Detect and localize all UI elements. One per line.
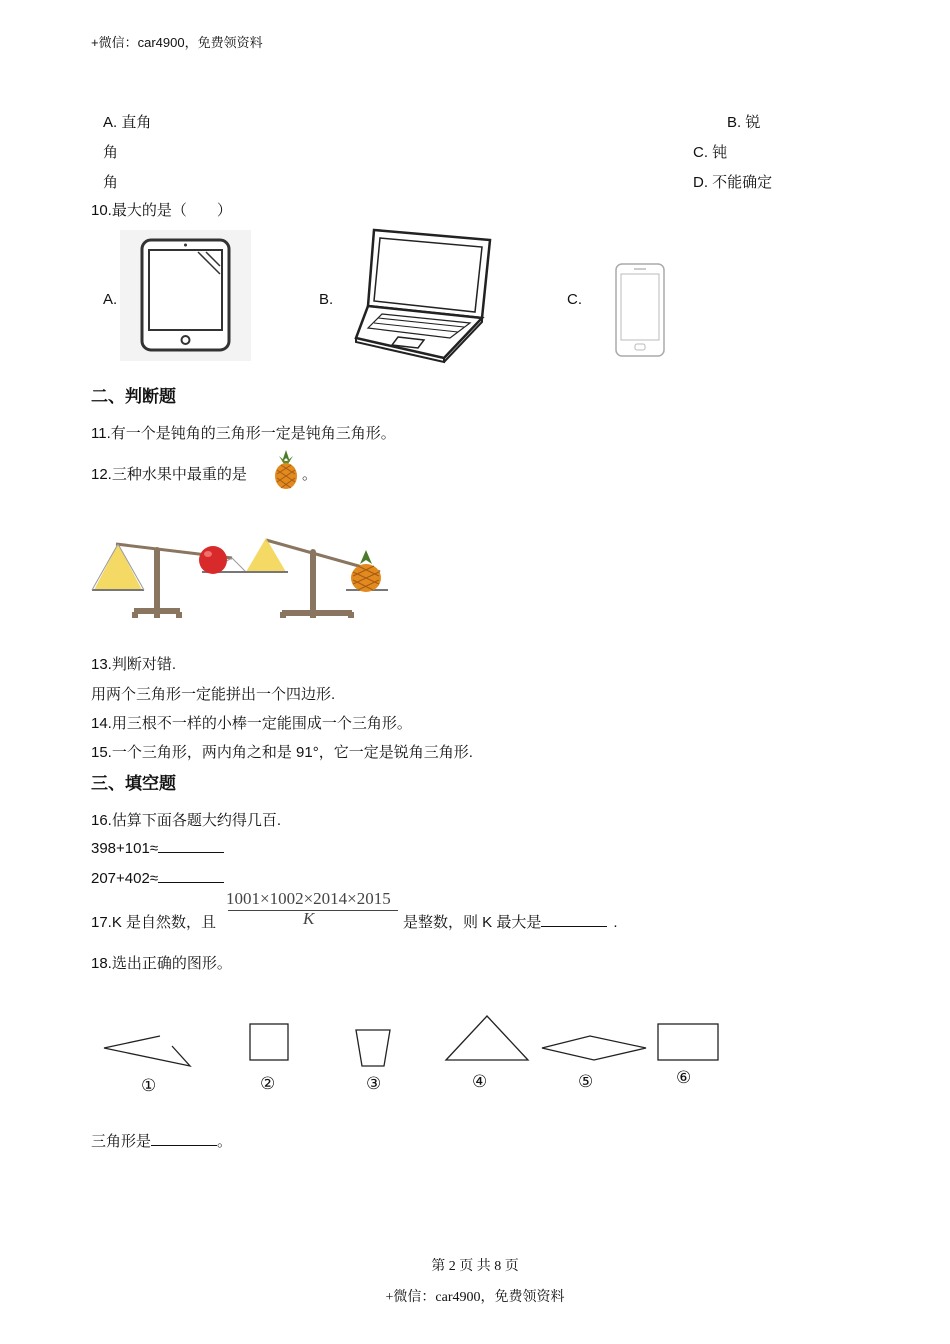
q10-option-a-label: A.	[103, 291, 118, 308]
q18-blank[interactable]	[151, 1132, 217, 1146]
q15-stem: 15.一个三角形，两内角之和是 91°，它一定是锐角三角形.	[91, 744, 473, 761]
tablet-image	[120, 230, 251, 361]
q17-prefix: 17.K 是自然数，且	[91, 914, 217, 931]
q17-suffix-line	[403, 911, 618, 932]
laptop-image	[352, 226, 497, 361]
phone-image	[612, 262, 668, 358]
q9-option-a: A. 直角	[103, 114, 152, 131]
q13-stem: 13.判断对错.	[91, 656, 177, 673]
q13-statement: 用两个三角形一定能拼出一个四边形.	[91, 686, 336, 703]
q16-blank-2[interactable]	[158, 869, 224, 883]
shape-6-rectangle	[658, 1024, 718, 1060]
shape-1-open-figure	[104, 1036, 190, 1066]
q12-stem: 12.三种水果中最重的是	[91, 466, 247, 483]
page-number: 第 2 页 共 8 页	[431, 1259, 519, 1274]
q17-suffix: 是整数，则 K 最大是	[403, 914, 542, 931]
q10-stem: 10.最大的是（ ）	[91, 202, 232, 219]
section-2-title: 二、判断题	[91, 387, 176, 406]
shape-label-6: ⑥	[676, 1068, 692, 1087]
q16-stem: 16.估算下面各题大约得几百.	[91, 812, 282, 829]
q16-expression-1: 398+101≈	[91, 840, 159, 857]
section-3-title: 三、填空题	[91, 774, 176, 793]
shape-3-trapezoid	[356, 1030, 390, 1066]
q18-shapes	[100, 1012, 730, 1102]
shape-4-triangle	[446, 1016, 528, 1060]
shape-label-5: ⑤	[578, 1072, 594, 1091]
pineapple-icon	[271, 448, 301, 490]
q16-line-1	[91, 839, 224, 857]
q18-answer-line	[91, 1130, 232, 1151]
q18-answer-end: 。	[217, 1133, 233, 1150]
q11-stem: 11.有一个是钝角的三角形一定是钝角三角形。	[91, 425, 396, 442]
q17-denominator: K	[303, 909, 315, 928]
shape-2-square	[250, 1024, 288, 1060]
q9-option-b: B. 锐	[727, 114, 761, 131]
q17-numerator: 1001×1002×2014×2015	[226, 889, 391, 908]
q17-end: .	[613, 914, 618, 931]
watermark-bottom: +微信：car4900，免费领资料	[385, 1290, 565, 1305]
q16-blank-1[interactable]	[158, 839, 224, 853]
q9-option-b-wrap: 角	[103, 144, 119, 161]
q12-end: 。	[302, 466, 318, 483]
q9-option-c-wrap: 角	[103, 174, 119, 191]
shape-label-1: ①	[141, 1076, 157, 1095]
shape-5-rhombus	[542, 1036, 646, 1060]
watermark-top: +微信：car4900，免费领资料	[91, 35, 263, 50]
q9-option-d: D. 不能确定	[693, 174, 773, 191]
shape-label-3: ③	[366, 1074, 382, 1093]
q17-blank[interactable]	[541, 913, 607, 927]
shape-label-4: ④	[472, 1072, 488, 1091]
balance-scales-image	[90, 522, 390, 622]
q9-option-c: C. 钝	[693, 144, 728, 161]
q10-option-b-label: B.	[319, 291, 334, 308]
q16-expression-2: 207+402≈	[91, 870, 159, 887]
q16-line-2	[91, 869, 224, 887]
shape-label-2: ②	[260, 1074, 276, 1093]
q10-option-c-label: C.	[567, 291, 582, 308]
q14-stem: 14.用三根不一样的小棒一定能围成一个三角形。	[91, 715, 412, 732]
q18-stem: 18.选出正确的图形。	[91, 955, 232, 972]
q18-answer-prefix: 三角形是	[91, 1133, 152, 1150]
